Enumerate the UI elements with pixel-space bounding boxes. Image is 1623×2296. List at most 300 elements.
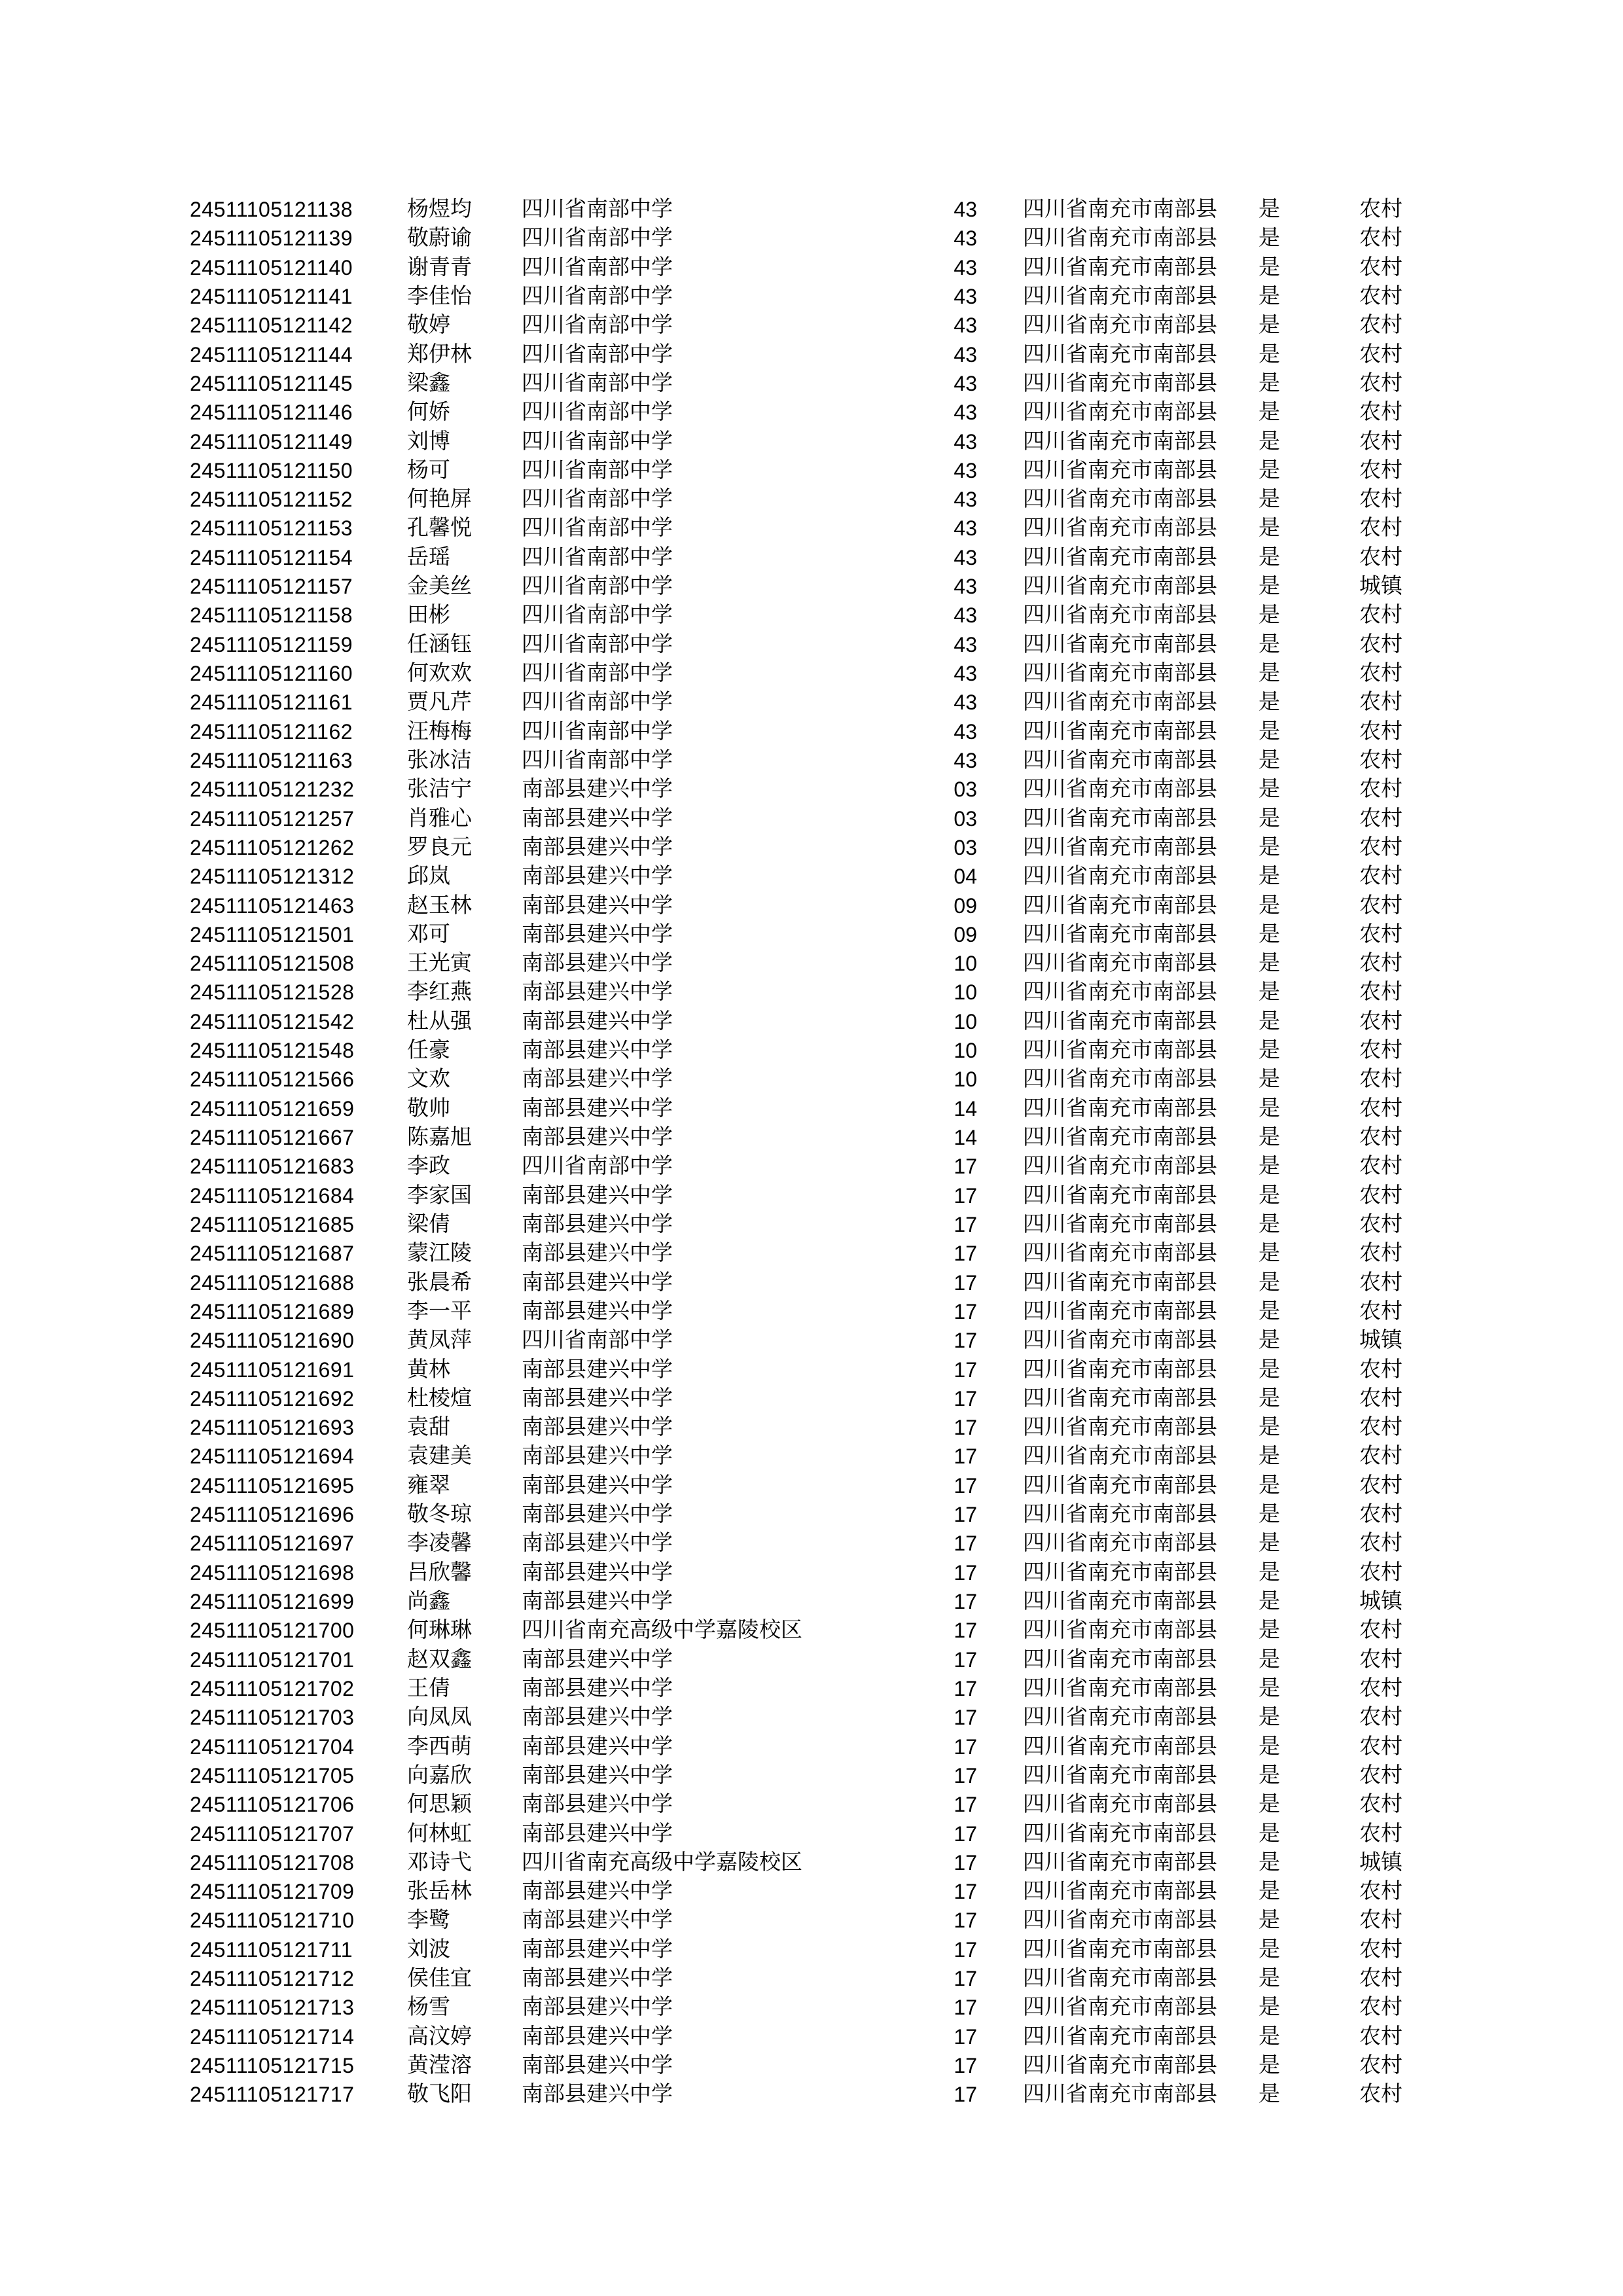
table-row xyxy=(0,1355,1623,1384)
candidate-id: 24511105121163 xyxy=(190,748,353,772)
candidate-id: 24511105121158 xyxy=(190,603,353,628)
code-number: 14 xyxy=(954,1126,977,1149)
region-name: 四川省南充市南部县 xyxy=(1023,1242,1217,1266)
candidate-name: 敬飞阳 xyxy=(407,2083,472,2107)
region-name: 四川省南充市南部县 xyxy=(1023,1473,1217,1498)
code-number: 17 xyxy=(954,1967,977,1991)
table-row xyxy=(0,1616,1623,1645)
area-type: 农村 xyxy=(1359,1096,1402,1121)
school-name: 南部县建兴中学 xyxy=(522,2024,673,2049)
area-type: 城镇 xyxy=(1359,1329,1402,1353)
table-row xyxy=(0,2080,1623,2109)
region-name: 四川省南充市南部县 xyxy=(1023,603,1217,628)
candidate-id: 24511105121693 xyxy=(190,1416,355,1440)
code-number: 03 xyxy=(954,835,977,859)
code-number: 17 xyxy=(954,1416,977,1440)
yes-flag: 是 xyxy=(1258,603,1280,628)
region-name: 四川省南充市南部县 xyxy=(1023,806,1217,831)
school-name: 四川省南部中学 xyxy=(522,255,673,279)
code-number: 17 xyxy=(954,2024,977,2049)
school-name: 南部县建兴中学 xyxy=(522,1386,673,1410)
table-row xyxy=(0,369,1623,398)
school-name: 南部县建兴中学 xyxy=(522,1937,673,1962)
area-type: 农村 xyxy=(1359,2083,1402,2107)
candidate-id: 24511105121704 xyxy=(190,1734,355,1759)
school-name: 南部县建兴中学 xyxy=(522,1242,673,1266)
yes-flag: 是 xyxy=(1258,1009,1280,1033)
area-type: 农村 xyxy=(1359,1183,1402,1208)
table-row xyxy=(0,1471,1623,1500)
candidate-name: 杨雪 xyxy=(407,1996,450,2020)
yes-flag: 是 xyxy=(1258,1270,1280,1295)
table-row xyxy=(0,1442,1623,1471)
table-row xyxy=(0,195,1623,224)
candidate-id: 24511105121162 xyxy=(190,719,353,744)
yes-flag: 是 xyxy=(1258,778,1280,802)
yes-flag: 是 xyxy=(1258,1937,1280,1962)
table-row xyxy=(0,485,1623,514)
code-number: 17 xyxy=(954,1793,977,1817)
yes-flag: 是 xyxy=(1258,401,1280,425)
candidate-name: 陈嘉旭 xyxy=(407,1126,472,1149)
candidate-name: 李西萌 xyxy=(407,1734,472,1759)
area-type: 农村 xyxy=(1359,778,1402,802)
area-type: 农村 xyxy=(1359,1937,1402,1962)
table-row xyxy=(0,2022,1623,2051)
table-row xyxy=(0,1210,1623,1239)
area-type: 农村 xyxy=(1359,1009,1402,1033)
yes-flag: 是 xyxy=(1258,1647,1280,1672)
candidate-id: 24511105121232 xyxy=(190,778,355,802)
yes-flag: 是 xyxy=(1258,2024,1280,2049)
area-type: 农村 xyxy=(1359,806,1402,831)
table-row xyxy=(0,1674,1623,1703)
table-row xyxy=(0,427,1623,456)
code-number: 17 xyxy=(954,1473,977,1498)
table-row xyxy=(0,514,1623,543)
school-name: 南部县建兴中学 xyxy=(522,1299,673,1323)
candidate-id: 24511105121154 xyxy=(190,545,353,569)
region-name: 四川省南充市南部县 xyxy=(1023,632,1217,656)
candidate-id: 24511105121157 xyxy=(190,575,353,599)
area-type: 农村 xyxy=(1359,371,1402,395)
area-type: 农村 xyxy=(1359,632,1402,656)
table-row xyxy=(0,978,1623,1007)
table-row xyxy=(0,1152,1623,1181)
school-name: 南部县建兴中学 xyxy=(522,835,673,859)
school-name: 四川省南部中学 xyxy=(522,516,673,541)
candidate-name: 黄凤萍 xyxy=(407,1329,472,1353)
code-number: 43 xyxy=(954,314,977,338)
table-row xyxy=(0,1065,1623,1094)
candidate-name: 李红燕 xyxy=(407,980,472,1005)
region-name: 四川省南充市南部县 xyxy=(1023,1039,1217,1063)
yes-flag: 是 xyxy=(1258,226,1280,251)
yes-flag: 是 xyxy=(1258,198,1280,221)
candidate-id: 24511105121700 xyxy=(190,1619,355,1643)
yes-flag: 是 xyxy=(1258,429,1280,454)
candidate-name: 刘波 xyxy=(407,1937,450,1962)
school-name: 南部县建兴中学 xyxy=(522,1067,673,1092)
region-name: 四川省南充市南部县 xyxy=(1023,2054,1217,2077)
yes-flag: 是 xyxy=(1258,1734,1280,1759)
code-number: 17 xyxy=(954,1444,977,1469)
yes-flag: 是 xyxy=(1258,1676,1280,1700)
area-type: 农村 xyxy=(1359,1067,1402,1092)
area-type: 农村 xyxy=(1359,1299,1402,1323)
area-type: 农村 xyxy=(1359,1763,1402,1787)
yes-flag: 是 xyxy=(1258,893,1280,918)
table-row xyxy=(0,630,1623,659)
area-type: 农村 xyxy=(1359,198,1402,221)
code-number: 17 xyxy=(954,1560,977,1585)
region-name: 四川省南充市南部县 xyxy=(1023,284,1217,308)
school-name: 四川省南部中学 xyxy=(522,226,673,251)
candidate-name: 尚鑫 xyxy=(407,1590,450,1613)
table-row xyxy=(0,746,1623,775)
region-name: 四川省南充市南部县 xyxy=(1023,952,1217,976)
candidate-name: 贾凡芹 xyxy=(407,691,472,715)
yes-flag: 是 xyxy=(1258,1763,1280,1787)
yes-flag: 是 xyxy=(1258,952,1280,976)
code-number: 09 xyxy=(954,922,977,946)
yes-flag: 是 xyxy=(1258,371,1280,395)
region-name: 四川省南充市南部县 xyxy=(1023,1067,1217,1092)
region-name: 四川省南充市南部县 xyxy=(1023,1270,1217,1295)
school-name: 南部县建兴中学 xyxy=(522,1560,673,1585)
candidate-name: 张晨希 xyxy=(407,1270,472,1295)
code-number: 43 xyxy=(954,632,977,656)
candidate-id: 24511105121161 xyxy=(190,691,353,715)
school-name: 四川省南部中学 xyxy=(522,662,673,685)
area-type: 农村 xyxy=(1359,893,1402,918)
region-name: 四川省南充市南部县 xyxy=(1023,545,1217,569)
yes-flag: 是 xyxy=(1258,1473,1280,1498)
region-name: 四川省南充市南部县 xyxy=(1023,835,1217,859)
candidate-name: 袁甜 xyxy=(407,1416,450,1440)
area-type: 农村 xyxy=(1359,226,1402,251)
table-row xyxy=(0,1007,1623,1036)
code-number: 17 xyxy=(954,1676,977,1700)
code-number: 17 xyxy=(954,1503,977,1527)
candidate-name: 王光寅 xyxy=(407,952,472,976)
code-number: 17 xyxy=(954,1706,977,1730)
area-type: 农村 xyxy=(1359,1039,1402,1063)
school-name: 南部县建兴中学 xyxy=(522,1647,673,1672)
candidate-name: 蒙江陵 xyxy=(407,1242,472,1266)
area-type: 农村 xyxy=(1359,1126,1402,1149)
region-name: 四川省南充市南部县 xyxy=(1023,980,1217,1005)
table-row xyxy=(0,920,1623,949)
area-type: 农村 xyxy=(1359,952,1402,976)
school-name: 四川省南充高级中学嘉陵校区 xyxy=(522,1850,802,1874)
candidate-id: 24511105121463 xyxy=(190,893,355,918)
school-name: 四川省南部中学 xyxy=(522,575,673,599)
code-number: 17 xyxy=(954,1212,977,1236)
table-row xyxy=(0,1848,1623,1877)
region-name: 四川省南充市南部县 xyxy=(1023,1212,1217,1236)
candidate-id: 24511105121717 xyxy=(190,2083,355,2107)
region-name: 四川省南充市南部县 xyxy=(1023,458,1217,482)
candidate-name: 赵玉林 xyxy=(407,893,472,918)
candidate-id: 24511105121685 xyxy=(190,1212,355,1236)
yes-flag: 是 xyxy=(1258,255,1280,279)
candidate-name: 雍翠 xyxy=(407,1473,450,1498)
candidate-name: 何娇 xyxy=(407,401,450,425)
yes-flag: 是 xyxy=(1258,1067,1280,1092)
school-name: 四川省南部中学 xyxy=(522,458,673,482)
region-name: 四川省南充市南部县 xyxy=(1023,719,1217,744)
area-type: 农村 xyxy=(1359,314,1402,338)
table-row xyxy=(0,1094,1623,1123)
school-name: 四川省南部中学 xyxy=(522,545,673,569)
yes-flag: 是 xyxy=(1258,1183,1280,1208)
yes-flag: 是 xyxy=(1258,575,1280,599)
candidate-name: 敬蔚谕 xyxy=(407,226,472,251)
region-name: 四川省南充市南部县 xyxy=(1023,1126,1217,1149)
candidate-name: 文欢 xyxy=(407,1067,450,1092)
yes-flag: 是 xyxy=(1258,545,1280,569)
yes-flag: 是 xyxy=(1258,1619,1280,1643)
code-number: 17 xyxy=(954,1242,977,1266)
yes-flag: 是 xyxy=(1258,1532,1280,1556)
school-name: 南部县建兴中学 xyxy=(522,1967,673,1991)
area-type: 农村 xyxy=(1359,255,1402,279)
table-row xyxy=(0,1761,1623,1790)
candidate-id: 24511105121150 xyxy=(190,458,353,482)
school-name: 南部县建兴中学 xyxy=(522,1503,673,1527)
candidate-id: 24511105121566 xyxy=(190,1067,355,1092)
table-row xyxy=(0,1268,1623,1297)
school-name: 四川省南部中学 xyxy=(522,603,673,628)
area-type: 农村 xyxy=(1359,1793,1402,1817)
area-type: 农村 xyxy=(1359,1444,1402,1469)
yes-flag: 是 xyxy=(1258,806,1280,831)
code-number: 03 xyxy=(954,778,977,802)
yes-flag: 是 xyxy=(1258,980,1280,1005)
candidate-name: 岳瑶 xyxy=(407,545,450,569)
code-number: 17 xyxy=(954,1532,977,1556)
school-name: 四川省南部中学 xyxy=(522,314,673,338)
candidate-id: 24511105121142 xyxy=(190,314,353,338)
table-row xyxy=(0,659,1623,688)
yes-flag: 是 xyxy=(1258,458,1280,482)
area-type: 农村 xyxy=(1359,865,1402,889)
yes-flag: 是 xyxy=(1258,516,1280,541)
yes-flag: 是 xyxy=(1258,488,1280,512)
region-name: 四川省南充市南部县 xyxy=(1023,922,1217,946)
table-row xyxy=(0,1906,1623,1935)
candidate-id: 24511105121141 xyxy=(190,284,353,308)
code-number: 17 xyxy=(954,1909,977,1933)
yes-flag: 是 xyxy=(1258,1357,1280,1382)
area-type: 农村 xyxy=(1359,1242,1402,1266)
code-number: 04 xyxy=(954,865,977,889)
code-number: 17 xyxy=(954,1329,977,1353)
yes-flag: 是 xyxy=(1258,1444,1280,1469)
code-number: 17 xyxy=(954,1299,977,1323)
candidate-id: 24511105121528 xyxy=(190,980,355,1005)
table-row xyxy=(0,1993,1623,2022)
area-type: 农村 xyxy=(1359,662,1402,685)
school-name: 南部县建兴中学 xyxy=(522,1676,673,1700)
candidate-name: 袁建美 xyxy=(407,1444,472,1469)
region-name: 四川省南充市南部县 xyxy=(1023,1444,1217,1469)
code-number: 43 xyxy=(954,401,977,425)
candidate-id: 24511105121712 xyxy=(190,1967,355,1991)
table-row xyxy=(0,1239,1623,1268)
candidate-name: 田彬 xyxy=(407,603,450,628)
candidate-id: 24511105121697 xyxy=(190,1532,355,1556)
yes-flag: 是 xyxy=(1258,1590,1280,1613)
school-name: 南部县建兴中学 xyxy=(522,778,673,802)
code-number: 43 xyxy=(954,662,977,685)
candidate-id: 24511105121688 xyxy=(190,1270,355,1295)
candidate-name: 高汶婷 xyxy=(407,2024,472,2049)
school-name: 南部县建兴中学 xyxy=(522,1270,673,1295)
candidate-id: 24511105121691 xyxy=(190,1357,355,1382)
code-number: 43 xyxy=(954,429,977,454)
yes-flag: 是 xyxy=(1258,1706,1280,1730)
region-name: 四川省南充市南部县 xyxy=(1023,1937,1217,1962)
candidate-id: 24511105121140 xyxy=(190,255,353,279)
school-name: 南部县建兴中学 xyxy=(522,980,673,1005)
yes-flag: 是 xyxy=(1258,1793,1280,1817)
code-number: 10 xyxy=(954,1009,977,1033)
table-row xyxy=(0,1036,1623,1065)
yes-flag: 是 xyxy=(1258,632,1280,656)
school-name: 南部县建兴中学 xyxy=(522,1357,673,1382)
candidate-id: 24511105121262 xyxy=(190,835,355,859)
table-row xyxy=(0,572,1623,601)
code-number: 17 xyxy=(954,2054,977,2077)
code-number: 43 xyxy=(954,545,977,569)
school-name: 四川省南部中学 xyxy=(522,1155,673,1179)
area-type: 农村 xyxy=(1359,719,1402,744)
region-name: 四川省南充市南部县 xyxy=(1023,1821,1217,1846)
school-name: 南部县建兴中学 xyxy=(522,1763,673,1787)
candidate-name: 向凤凤 xyxy=(407,1706,472,1730)
candidate-name: 黄滢溶 xyxy=(407,2054,472,2077)
candidate-name: 王倩 xyxy=(407,1676,450,1700)
school-name: 四川省南部中学 xyxy=(522,691,673,715)
candidate-id: 24511105121548 xyxy=(190,1039,355,1063)
candidate-name: 罗良元 xyxy=(407,835,472,859)
yes-flag: 是 xyxy=(1258,1821,1280,1846)
area-type: 农村 xyxy=(1359,545,1402,569)
candidate-name: 李一平 xyxy=(407,1299,472,1323)
area-type: 农村 xyxy=(1359,488,1402,512)
code-number: 10 xyxy=(954,1067,977,1092)
school-name: 南部县建兴中学 xyxy=(522,1909,673,1933)
school-name: 四川省南部中学 xyxy=(522,198,673,221)
region-name: 四川省南充市南部县 xyxy=(1023,314,1217,338)
candidate-id: 24511105121160 xyxy=(190,662,353,685)
school-name: 南部县建兴中学 xyxy=(522,893,673,918)
area-type: 城镇 xyxy=(1359,575,1402,599)
candidate-id: 24511105121149 xyxy=(190,429,353,454)
area-type: 农村 xyxy=(1359,1821,1402,1846)
table-row xyxy=(0,717,1623,746)
candidate-name: 邱岚 xyxy=(407,865,450,889)
area-type: 农村 xyxy=(1359,1880,1402,1904)
school-name: 南部县建兴中学 xyxy=(522,1183,673,1208)
yes-flag: 是 xyxy=(1258,2083,1280,2107)
candidate-name: 何艳屏 xyxy=(407,488,472,512)
yes-flag: 是 xyxy=(1258,1996,1280,2020)
area-type: 农村 xyxy=(1359,1532,1402,1556)
area-type: 农村 xyxy=(1359,1155,1402,1179)
region-name: 四川省南充市南部县 xyxy=(1023,748,1217,772)
area-type: 农村 xyxy=(1359,835,1402,859)
candidate-id: 24511105121708 xyxy=(190,1850,355,1874)
table-row xyxy=(0,1964,1623,1993)
code-number: 17 xyxy=(954,1937,977,1962)
region-name: 四川省南充市南部县 xyxy=(1023,1386,1217,1410)
code-number: 17 xyxy=(954,1763,977,1787)
candidate-id: 24511105121705 xyxy=(190,1763,355,1787)
candidate-id: 24511105121698 xyxy=(190,1560,355,1585)
table-row xyxy=(0,1297,1623,1326)
candidate-name: 黄林 xyxy=(407,1357,450,1382)
school-name: 南部县建兴中学 xyxy=(522,1821,673,1846)
region-name: 四川省南充市南部县 xyxy=(1023,1850,1217,1874)
region-name: 四川省南充市南部县 xyxy=(1023,516,1217,541)
region-name: 四川省南充市南部县 xyxy=(1023,1532,1217,1556)
yes-flag: 是 xyxy=(1258,314,1280,338)
table-row xyxy=(0,1123,1623,1152)
code-number: 17 xyxy=(954,1590,977,1613)
code-number: 43 xyxy=(954,575,977,599)
candidate-id: 24511105121715 xyxy=(190,2054,355,2077)
candidate-id: 24511105121699 xyxy=(190,1590,355,1613)
yes-flag: 是 xyxy=(1258,748,1280,772)
candidate-name: 敬婷 xyxy=(407,314,450,338)
candidate-name: 郑伊林 xyxy=(407,342,472,367)
region-name: 四川省南充市南部县 xyxy=(1023,226,1217,251)
candidate-name: 汪梅梅 xyxy=(407,719,472,744)
code-number: 17 xyxy=(954,1183,977,1208)
yes-flag: 是 xyxy=(1258,1560,1280,1585)
table-row xyxy=(0,282,1623,311)
table-row xyxy=(0,891,1623,920)
region-name: 四川省南充市南部县 xyxy=(1023,575,1217,599)
candidate-id: 24511105121687 xyxy=(190,1242,355,1266)
yes-flag: 是 xyxy=(1258,1850,1280,1874)
yes-flag: 是 xyxy=(1258,1212,1280,1236)
candidate-name: 李家国 xyxy=(407,1183,472,1208)
region-name: 四川省南充市南部县 xyxy=(1023,429,1217,454)
region-name: 四川省南充市南部县 xyxy=(1023,1880,1217,1904)
candidate-id: 24511105121138 xyxy=(190,198,353,221)
code-number: 17 xyxy=(954,1647,977,1672)
candidate-name: 向嘉欣 xyxy=(407,1763,472,1787)
region-name: 四川省南充市南部县 xyxy=(1023,1560,1217,1585)
school-name: 四川省南部中学 xyxy=(522,719,673,744)
yes-flag: 是 xyxy=(1258,1503,1280,1527)
region-name: 四川省南充市南部县 xyxy=(1023,1096,1217,1121)
candidate-id: 24511105121709 xyxy=(190,1880,355,1904)
region-name: 四川省南充市南部县 xyxy=(1023,1329,1217,1353)
yes-flag: 是 xyxy=(1258,1880,1280,1904)
candidate-id: 24511105121659 xyxy=(190,1096,355,1121)
table-row xyxy=(0,804,1623,833)
candidate-id: 24511105121701 xyxy=(190,1647,355,1672)
school-name: 南部县建兴中学 xyxy=(522,806,673,831)
candidate-id: 24511105121706 xyxy=(190,1793,355,1817)
table-row xyxy=(0,1558,1623,1587)
yes-flag: 是 xyxy=(1258,922,1280,946)
